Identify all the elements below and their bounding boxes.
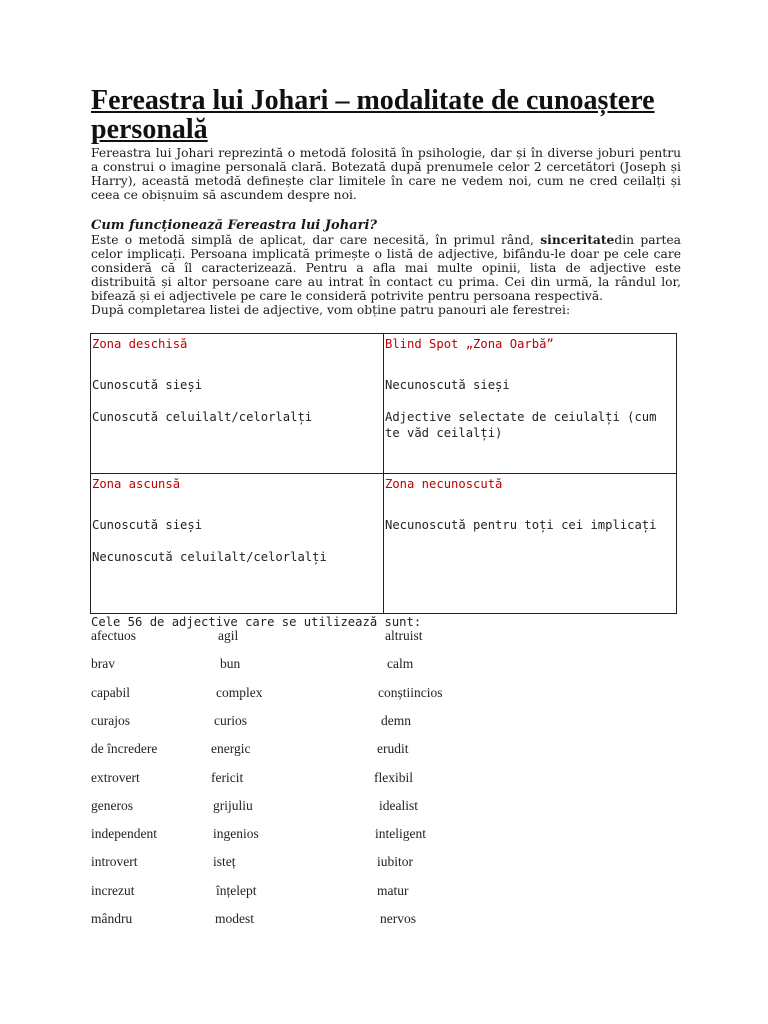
adjective-item: idealist: [379, 798, 418, 813]
zone-label: Zona necunoscută: [385, 477, 503, 491]
document-body: [91, 86, 681, 317]
adjective-item: curajos: [91, 713, 130, 728]
adjective-item: brav: [91, 656, 115, 671]
adjective-item: iubitor: [377, 854, 413, 869]
adjective-item: complex: [216, 685, 263, 700]
cell-line: Necunoscută sieși: [385, 378, 510, 392]
method-text-b: din partea celor implicați. Persoana implicată primește o listă de adjective, bifându-le doar pe cele care consideră că îl caracterizează. Pentru a afla mai multe opinii, lista de adjective este distribuită și altor persoane care au intrat în contact cu prima. Cei din urmă, la rândul lor, bifează și ei adjectivele pe care le consideră potrivite pentru persoana respectivă.: [91, 233, 682, 303]
panels-intro: După completarea listei de adjective, vom obține patru panouri ale ferestrei:: [91, 303, 571, 317]
adjective-item: agil: [218, 628, 239, 643]
adjective-item: nervos: [380, 911, 416, 926]
table-row: [91, 334, 677, 474]
intro-paragraph: Fereastra lui Johari reprezintă o metodă folosită în psihologie, dar și în diverse joburi pentru a construi o imagine personală clară. Botezată după prenumele celor 2 cercetători (Joseph și Harry), această metodă definește clar limitele în care ne vedem noi, cum ne cred ceilalți și ceea ce obișnuim să ascundem despre noi.: [91, 146, 681, 202]
adjective-item: calm: [387, 656, 414, 671]
adjective-item: altruist: [385, 628, 423, 643]
page-title: Fereastra lui Johari – modalitate de cunoaștere personală: [91, 85, 655, 145]
cell-line: Cunoscută sieși: [92, 378, 203, 392]
adjectives-caption: Cele 56 de adjective care se utilizează sunt:: [91, 615, 422, 629]
adjective-item: modest: [215, 911, 254, 926]
adjective-item: curios: [214, 713, 247, 728]
adjective-item: erudit: [377, 741, 409, 756]
adjective-item: capabil: [91, 685, 130, 700]
adjective-item: isteț: [213, 854, 236, 869]
zone-label: Zona deschisă: [92, 337, 188, 351]
adjective-item: flexibil: [374, 770, 413, 785]
adjective-item: matur: [377, 883, 409, 898]
adjective-item: mândru: [91, 911, 133, 926]
zone-label: Zona ascunsă: [92, 477, 181, 491]
bold-term: sinceritate: [540, 232, 615, 247]
adjective-item: ingenios: [213, 826, 259, 841]
cell-line: Cunoscută sieși: [92, 518, 203, 532]
adjective-item: înțelept: [216, 883, 257, 898]
adjective-item: fericit: [211, 770, 244, 785]
adjective-item: grijuliu: [213, 798, 253, 813]
method-text-a: Este o metodă simplă de aplicat, dar care necesită, în primul rând,: [91, 233, 541, 247]
adjective-item: increzut: [91, 883, 135, 898]
johari-table: [90, 333, 677, 614]
adjective-item: bun: [220, 656, 241, 671]
adjective-item: inteligent: [375, 826, 426, 841]
cell-hidden-zone: [91, 474, 384, 614]
cell-blind-spot: [384, 334, 677, 474]
method-paragraph: [91, 233, 681, 303]
adjective-item: conștiincios: [378, 685, 443, 700]
adjective-item: extrovert: [91, 770, 140, 785]
cell-line: Cunoscută celuilalt/celorlalți: [92, 410, 313, 424]
cell-line: Adjective selectate de ceiulalți (cum te văd ceilalți): [385, 410, 657, 440]
adjective-item: introvert: [91, 854, 138, 869]
adjective-item: energic: [211, 741, 251, 756]
cell-unknown-zone: [384, 474, 677, 614]
adjective-item: de încredere: [91, 741, 158, 756]
table-row: [91, 474, 677, 614]
cell-line: Necunoscută celuilalt/celorlalți: [92, 550, 327, 564]
section-question: Cum funcționează Fereastra lui Johari?: [91, 218, 377, 233]
adjective-item: independent: [91, 826, 157, 841]
adjective-item: demn: [381, 713, 411, 728]
zone-label: Blind Spot „Zona Oarbă”: [385, 337, 554, 351]
cell-open-zone: [91, 334, 384, 474]
adjective-item: afectuos: [91, 628, 136, 643]
cell-line: Necunoscută pentru toți cei implicați: [385, 518, 657, 532]
adjective-item: generos: [91, 798, 133, 813]
